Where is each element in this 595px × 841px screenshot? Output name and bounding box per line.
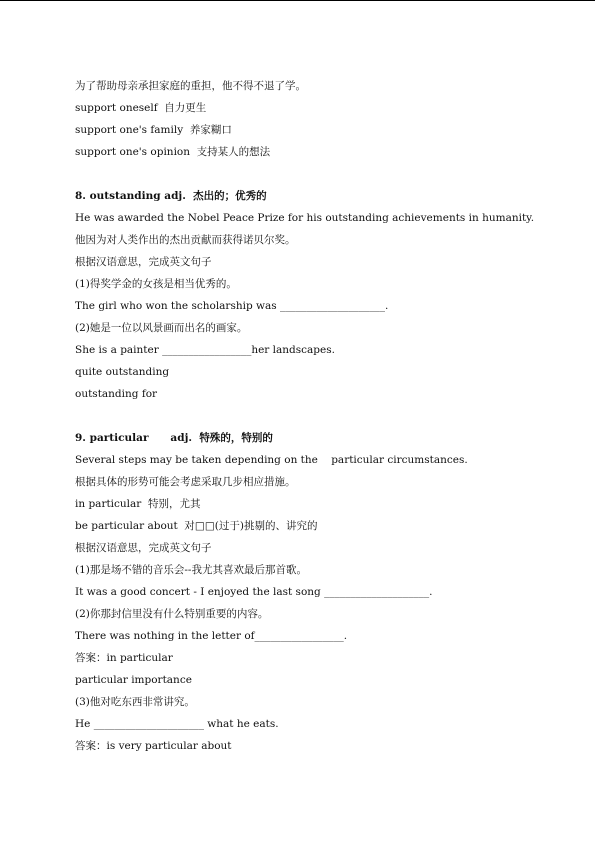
- text-line: 答案：in particular: [75, 652, 173, 664]
- text-line: It was a good concert - I enjoyed the last song ____________________.: [75, 586, 433, 598]
- text-line: 根据具体的形势可能会考虑采取几步相应措施。: [75, 476, 296, 488]
- text-line: 根据汉语意思，完成英文句子: [75, 256, 212, 268]
- text-line: particular importance: [75, 674, 192, 686]
- text-line: She is a painter _________________her landscapes.: [75, 344, 335, 356]
- text-line: 根据汉语意思，完成英文句子: [75, 542, 212, 554]
- text-line: (1)那是场不错的音乐会--我尤其喜欢最后那首歌。: [75, 564, 307, 576]
- text-line: (2)她是一位以风景画而出名的画家。: [75, 322, 248, 334]
- text-line: 他因为对人类作出的杰出贡献而获得诺贝尔奖。: [75, 234, 296, 246]
- text-line: 为了帮助母亲承担家庭的重担，他不得不退了学。: [75, 80, 306, 92]
- section-heading-8: 8. outstanding adj. 杰出的；优秀的: [75, 190, 267, 202]
- text-line: in particular 特别，尤其: [75, 498, 201, 510]
- text-line: support one's family 养家糊口: [75, 124, 232, 136]
- text-line: (2)你那封信里没有什么特别重要的内容。: [75, 608, 269, 620]
- section-heading-9: 9. particular adj. 特殊的，特别的: [75, 432, 273, 444]
- text-line: support oneself 自力更生: [75, 102, 207, 114]
- top-rule: [0, 0, 595, 1]
- text-line: There was nothing in the letter of_________________.: [75, 630, 348, 642]
- text-line: 答案：is very particular about: [75, 740, 232, 752]
- text-line: quite outstanding: [75, 366, 170, 378]
- text-line: He was awarded the Nobel Peace Prize for his outstanding achievements in humanity.: [75, 212, 535, 224]
- text-line: support one's opinion 支持某人的想法: [75, 146, 271, 158]
- text-line: (1)得奖学金的女孩是相当优秀的。: [75, 278, 237, 290]
- text-line: Several steps may be taken depending on the particular circumstances.: [75, 454, 468, 466]
- text-line: be particular about 对□□(过于)挑剔的、讲究的: [75, 520, 318, 532]
- text-line: He _____________________ what he eats.: [75, 718, 279, 730]
- text-line: outstanding for: [75, 388, 158, 400]
- text-line: The girl who won the scholarship was ____________________.: [75, 300, 389, 312]
- text-line: (3)他对吃东西非常讲究。: [75, 696, 195, 708]
